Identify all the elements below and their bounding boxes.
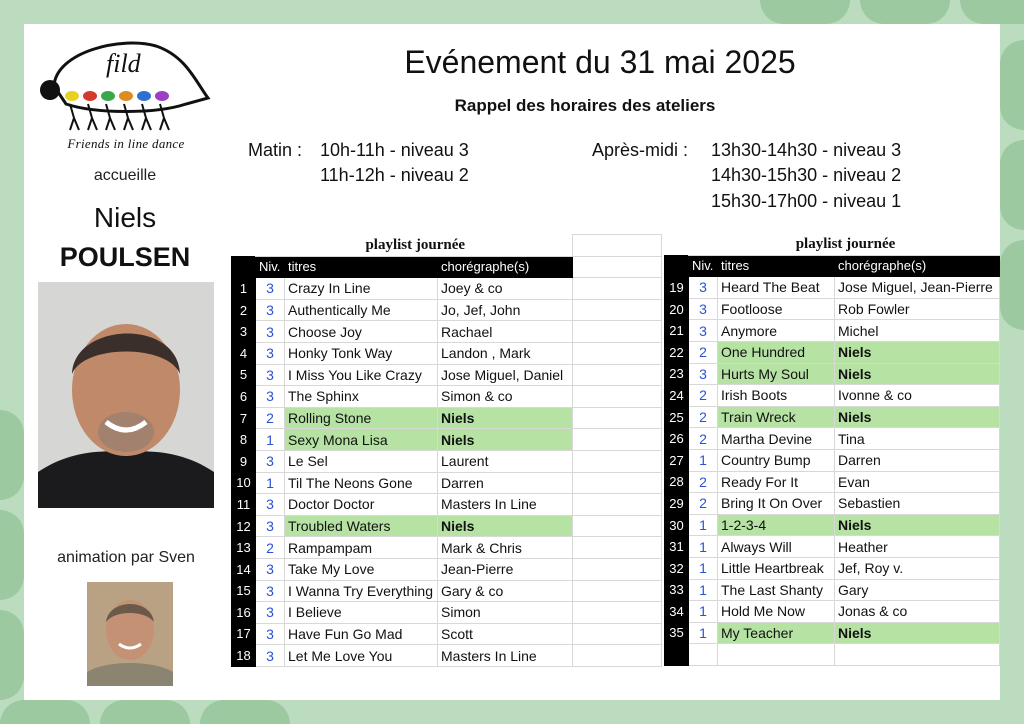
row-level: 3 bbox=[256, 645, 285, 667]
row-choreographer: Mark & Chris bbox=[438, 537, 573, 559]
row-title: 1-2-3-4 bbox=[718, 514, 835, 536]
empty-cell bbox=[573, 321, 662, 343]
row-title: Let Me Love You bbox=[285, 645, 438, 667]
row-number: 17 bbox=[232, 623, 256, 645]
morning-slot: 11h-12h - niveau 2 bbox=[320, 165, 469, 185]
playlist-table-left bbox=[231, 234, 662, 667]
row-number: 31 bbox=[665, 536, 689, 558]
row-number: 8 bbox=[232, 429, 256, 451]
row-number: 34 bbox=[665, 601, 689, 623]
table-row bbox=[232, 386, 662, 408]
afternoon-slot: 13h30-14h30 - niveau 3 bbox=[711, 140, 902, 160]
table-row bbox=[665, 406, 1000, 428]
empty-cell bbox=[573, 537, 662, 559]
row-title: Take My Love bbox=[285, 558, 438, 580]
background-shape bbox=[860, 0, 950, 24]
row-level: 3 bbox=[256, 623, 285, 645]
table-row bbox=[665, 514, 1000, 536]
row-choreographer: Niels bbox=[835, 406, 1000, 428]
row-choreographer: Jean-Pierre bbox=[438, 558, 573, 580]
row-choreographer: Gary bbox=[835, 579, 1000, 601]
background-shape bbox=[1000, 240, 1024, 330]
table-row bbox=[232, 278, 662, 300]
empty-cell bbox=[573, 407, 662, 429]
empty-cell bbox=[573, 386, 662, 408]
row-choreographer: Niels bbox=[835, 341, 1000, 363]
table-row bbox=[665, 536, 1000, 558]
row-title: Choose Joy bbox=[285, 321, 438, 343]
row-title: Troubled Waters bbox=[285, 515, 438, 537]
table-row bbox=[232, 472, 662, 494]
row-title: Authentically Me bbox=[285, 299, 438, 321]
table-row bbox=[232, 494, 662, 516]
row-level: 2 bbox=[689, 428, 718, 450]
row-choreographer: Rachael bbox=[438, 321, 573, 343]
row-choreographer: Masters In Line bbox=[438, 645, 573, 667]
table-row bbox=[665, 298, 1000, 320]
row-number: 26 bbox=[665, 428, 689, 450]
row-title: Rolling Stone bbox=[285, 407, 438, 429]
row-number: 19 bbox=[665, 277, 689, 299]
table-row bbox=[665, 320, 1000, 342]
table-row bbox=[232, 429, 662, 451]
table-row bbox=[665, 385, 1000, 407]
row-level: 3 bbox=[689, 277, 718, 299]
row-choreographer: Heather bbox=[835, 536, 1000, 558]
background-shape bbox=[0, 700, 90, 724]
page-title: Evénement du 31 mai 2025 bbox=[404, 44, 796, 80]
row-title: My Teacher bbox=[718, 622, 835, 644]
host-photo bbox=[38, 282, 214, 508]
row-title: Sexy Mona Lisa bbox=[285, 429, 438, 451]
row-title: Hurts My Soul bbox=[718, 363, 835, 385]
row-level: 1 bbox=[256, 429, 285, 451]
empty-cell bbox=[573, 515, 662, 537]
row-level: 3 bbox=[256, 494, 285, 516]
row-level: 2 bbox=[689, 493, 718, 515]
row-title: Doctor Doctor bbox=[285, 494, 438, 516]
background-shape bbox=[0, 610, 24, 700]
table-row bbox=[665, 557, 1000, 579]
row-title: I Miss You Like Crazy bbox=[285, 364, 438, 386]
row-choreographer: Landon , Mark bbox=[438, 342, 573, 364]
background-shape bbox=[1000, 40, 1024, 130]
row-choreographer: Jonas & co bbox=[835, 601, 1000, 623]
empty-cell bbox=[573, 472, 662, 494]
row-level: 1 bbox=[689, 601, 718, 623]
row-number: 10 bbox=[232, 472, 256, 494]
empty-cell bbox=[573, 450, 662, 472]
header-title: titres bbox=[285, 256, 438, 278]
row-number: 11 bbox=[232, 494, 256, 516]
playlist-caption-spacer bbox=[232, 235, 256, 257]
row-level: 3 bbox=[256, 364, 285, 386]
background-shape bbox=[0, 510, 24, 600]
logo-word: fild bbox=[106, 49, 141, 78]
playlist-header-row bbox=[665, 255, 1000, 277]
header-level: Niv. bbox=[689, 255, 718, 277]
table-row bbox=[232, 558, 662, 580]
header-choreographer: chorégraphe(s) bbox=[835, 255, 1000, 277]
background-shape bbox=[0, 410, 24, 500]
table-row bbox=[665, 449, 1000, 471]
row-level bbox=[689, 644, 718, 666]
row-title: Til The Neons Gone bbox=[285, 472, 438, 494]
table-row bbox=[232, 580, 662, 602]
playlist-caption: playlist journée bbox=[256, 235, 573, 257]
row-title: Have Fun Go Mad bbox=[285, 623, 438, 645]
row-choreographer: Niels bbox=[835, 514, 1000, 536]
row-number: 35 bbox=[665, 622, 689, 644]
row-number: 22 bbox=[665, 341, 689, 363]
empty-cell bbox=[573, 645, 662, 667]
row-level: 1 bbox=[689, 514, 718, 536]
row-title bbox=[718, 644, 835, 666]
welcome-text: accueille bbox=[93, 167, 157, 184]
table-row bbox=[665, 644, 1000, 666]
row-title: Hold Me Now bbox=[718, 601, 835, 623]
row-level: 2 bbox=[256, 537, 285, 559]
row-level: 1 bbox=[689, 536, 718, 558]
row-title: Little Heartbreak bbox=[718, 557, 835, 579]
row-level: 3 bbox=[256, 580, 285, 602]
table-row bbox=[232, 602, 662, 624]
playlist-table-right bbox=[664, 234, 1000, 666]
host-last-name: POULSEN bbox=[59, 242, 191, 272]
header-choreographer: chorégraphe(s) bbox=[438, 256, 573, 278]
sven-photo bbox=[87, 582, 173, 686]
table-row bbox=[232, 537, 662, 559]
row-choreographer: Simon & co bbox=[438, 386, 573, 408]
row-choreographer: Joey & co bbox=[438, 278, 573, 300]
row-title: The Last Shanty bbox=[718, 579, 835, 601]
row-title: I Wanna Try Everything bbox=[285, 580, 438, 602]
row-choreographer bbox=[835, 644, 1000, 666]
row-number: 2 bbox=[232, 299, 256, 321]
row-choreographer: Darren bbox=[438, 472, 573, 494]
row-number: 6 bbox=[232, 386, 256, 408]
row-number: 24 bbox=[665, 385, 689, 407]
row-title: Martha Devine bbox=[718, 428, 835, 450]
table-row bbox=[665, 341, 1000, 363]
empty-cell bbox=[573, 342, 662, 364]
row-choreographer: Darren bbox=[835, 449, 1000, 471]
row-title: The Sphinx bbox=[285, 386, 438, 408]
row-title: Always Will bbox=[718, 536, 835, 558]
row-title: Le Sel bbox=[285, 450, 438, 472]
row-title: Anymore bbox=[718, 320, 835, 342]
table-row bbox=[665, 622, 1000, 644]
background-shape bbox=[100, 700, 190, 724]
row-number: 13 bbox=[232, 537, 256, 559]
afternoon-slot: 15h30-17h00 - niveau 1 bbox=[711, 191, 902, 211]
row-title: Crazy In Line bbox=[285, 278, 438, 300]
row-level: 3 bbox=[689, 363, 718, 385]
row-choreographer: Niels bbox=[835, 363, 1000, 385]
row-title: Ready For It bbox=[718, 471, 835, 493]
row-choreographer: Simon bbox=[438, 602, 573, 624]
row-number: 3 bbox=[232, 321, 256, 343]
host-first-name: Niels bbox=[93, 202, 157, 233]
table-row bbox=[232, 450, 662, 472]
row-level: 2 bbox=[256, 407, 285, 429]
row-number: 4 bbox=[232, 342, 256, 364]
table-row bbox=[232, 407, 662, 429]
row-title: Footloose bbox=[718, 298, 835, 320]
table-row bbox=[232, 299, 662, 321]
row-title: Bring It On Over bbox=[718, 493, 835, 515]
table-row bbox=[665, 277, 1000, 299]
table-row bbox=[665, 363, 1000, 385]
row-level: 3 bbox=[256, 386, 285, 408]
empty-cell bbox=[573, 429, 662, 451]
row-level: 3 bbox=[689, 298, 718, 320]
row-number: 27 bbox=[665, 449, 689, 471]
morning-label: Matin : bbox=[248, 140, 303, 160]
row-number: 16 bbox=[232, 602, 256, 624]
row-number: 1 bbox=[232, 278, 256, 300]
empty-cell bbox=[573, 602, 662, 624]
row-choreographer: Jo, Jef, John bbox=[438, 299, 573, 321]
row-number: 32 bbox=[665, 557, 689, 579]
background-shape bbox=[1000, 140, 1024, 230]
row-choreographer: Niels bbox=[835, 622, 1000, 644]
row-number: 7 bbox=[232, 407, 256, 429]
page-subtitle: Rappel des horaires des ateliers bbox=[454, 96, 716, 115]
empty-cell bbox=[573, 364, 662, 386]
row-number: 12 bbox=[232, 515, 256, 537]
row-number: 15 bbox=[232, 580, 256, 602]
row-level: 1 bbox=[689, 557, 718, 579]
row-choreographer: Ivonne & co bbox=[835, 385, 1000, 407]
header-corner bbox=[665, 255, 689, 277]
row-number: 29 bbox=[665, 493, 689, 515]
playlist-header-row bbox=[232, 256, 662, 278]
header-title: titres bbox=[718, 255, 835, 277]
table-row bbox=[665, 428, 1000, 450]
row-number: 14 bbox=[232, 558, 256, 580]
row-title: Train Wreck bbox=[718, 406, 835, 428]
background-shape bbox=[200, 700, 290, 724]
table-row bbox=[232, 364, 662, 386]
row-choreographer: Gary & co bbox=[438, 580, 573, 602]
empty-cell bbox=[573, 278, 662, 300]
row-number: 23 bbox=[665, 363, 689, 385]
row-choreographer: Laurent bbox=[438, 450, 573, 472]
background-shape bbox=[760, 0, 850, 24]
empty-cell bbox=[573, 494, 662, 516]
table-row bbox=[665, 471, 1000, 493]
row-level: 1 bbox=[689, 622, 718, 644]
afternoon-slot: 14h30-15h30 - niveau 2 bbox=[711, 165, 902, 185]
row-title: Country Bump bbox=[718, 449, 835, 471]
row-title: One Hundred bbox=[718, 341, 835, 363]
row-title: I Believe bbox=[285, 602, 438, 624]
row-title: Heard The Beat bbox=[718, 277, 835, 299]
row-choreographer: Jef, Roy v. bbox=[835, 557, 1000, 579]
row-choreographer: Michel bbox=[835, 320, 1000, 342]
row-level: 2 bbox=[689, 341, 718, 363]
row-level: 3 bbox=[256, 299, 285, 321]
row-level: 3 bbox=[256, 321, 285, 343]
header-corner bbox=[232, 256, 256, 278]
row-choreographer: Niels bbox=[438, 407, 573, 429]
table-row bbox=[232, 515, 662, 537]
table-row bbox=[232, 342, 662, 364]
row-title: Rampampam bbox=[285, 537, 438, 559]
row-number bbox=[665, 644, 689, 666]
playlist-caption-row bbox=[665, 234, 1000, 255]
row-choreographer: Tina bbox=[835, 428, 1000, 450]
row-number: 5 bbox=[232, 364, 256, 386]
row-title: Irish Boots bbox=[718, 385, 835, 407]
table-row bbox=[232, 321, 662, 343]
empty-cell bbox=[573, 558, 662, 580]
row-title: Honky Tonk Way bbox=[285, 342, 438, 364]
row-choreographer: Jose Miguel, Daniel bbox=[438, 364, 573, 386]
table-row bbox=[665, 493, 1000, 515]
row-choreographer: Jose Miguel, Jean-Pierre bbox=[835, 277, 1000, 299]
row-level: 3 bbox=[256, 515, 285, 537]
empty-cell bbox=[573, 235, 662, 257]
row-level: 3 bbox=[256, 450, 285, 472]
row-number: 21 bbox=[665, 320, 689, 342]
row-number: 25 bbox=[665, 406, 689, 428]
row-number: 9 bbox=[232, 450, 256, 472]
row-number: 28 bbox=[665, 471, 689, 493]
background-shape bbox=[960, 0, 1024, 24]
row-choreographer: Rob Fowler bbox=[835, 298, 1000, 320]
table-row bbox=[232, 645, 662, 667]
table-row bbox=[665, 579, 1000, 601]
empty-cell bbox=[573, 580, 662, 602]
row-choreographer: Niels bbox=[438, 429, 573, 451]
row-number: 20 bbox=[665, 298, 689, 320]
row-number: 18 bbox=[232, 645, 256, 667]
row-choreographer: Niels bbox=[438, 515, 573, 537]
row-level: 3 bbox=[256, 602, 285, 624]
row-level: 2 bbox=[689, 385, 718, 407]
playlist-caption-spacer bbox=[665, 234, 689, 255]
row-level: 1 bbox=[256, 472, 285, 494]
row-level: 2 bbox=[689, 471, 718, 493]
logo-tagline: Friends in line dance bbox=[67, 136, 185, 151]
row-level: 1 bbox=[689, 579, 718, 601]
row-level: 1 bbox=[689, 449, 718, 471]
row-choreographer: Masters In Line bbox=[438, 494, 573, 516]
playlist-caption: playlist journée bbox=[689, 234, 1000, 255]
empty-cell bbox=[573, 299, 662, 321]
playlist-caption-row bbox=[232, 235, 662, 257]
row-level: 3 bbox=[256, 278, 285, 300]
header-level: Niv. bbox=[256, 256, 285, 278]
empty-cell bbox=[573, 256, 662, 278]
row-level: 2 bbox=[689, 406, 718, 428]
empty-cell bbox=[573, 623, 662, 645]
row-number: 30 bbox=[665, 514, 689, 536]
morning-slot: 10h-11h - niveau 3 bbox=[320, 140, 469, 160]
animation-credit: animation par Sven bbox=[57, 549, 195, 566]
row-level: 3 bbox=[689, 320, 718, 342]
row-number: 33 bbox=[665, 579, 689, 601]
table-row bbox=[665, 601, 1000, 623]
table-row bbox=[232, 623, 662, 645]
row-level: 3 bbox=[256, 558, 285, 580]
row-choreographer: Scott bbox=[438, 623, 573, 645]
row-choreographer: Sebastien bbox=[835, 493, 1000, 515]
afternoon-label: Après-midi : bbox=[592, 140, 689, 160]
row-choreographer: Evan bbox=[835, 471, 1000, 493]
row-level: 3 bbox=[256, 342, 285, 364]
